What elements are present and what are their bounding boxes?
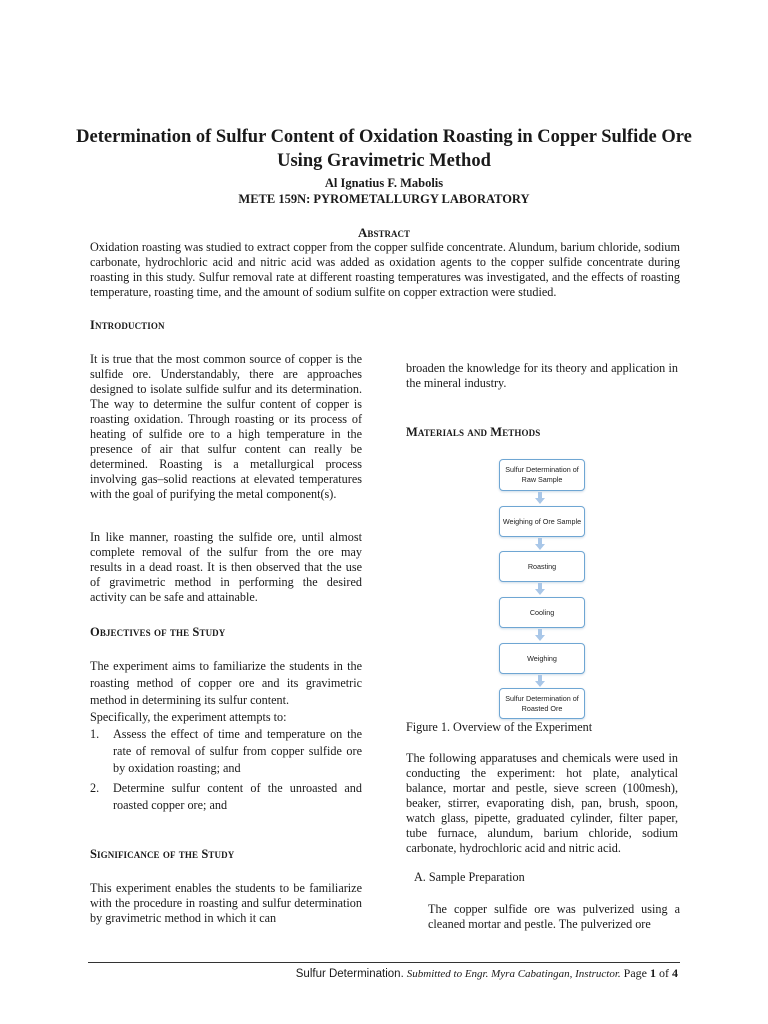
objective-number: 2. — [90, 781, 100, 795]
objectives-lead: Specifically, the experiment attempts to: — [90, 710, 287, 724]
objective-text: Assess the effect of time and temperature on the rate of removal of sulfur from copper sulfide ore by oxidation roasting; and — [113, 727, 362, 775]
flow-step-cooling: Cooling — [499, 597, 585, 628]
flow-step-raw-sample: Sulfur Determination of Raw Sample — [499, 459, 585, 491]
footer-submitted: Submitted to Engr. Myra Cabatingan, Instructor. — [406, 968, 621, 980]
footer-total-pages: 4 — [672, 966, 678, 980]
introduction-paragraph-1: It is true that the most common source of copper is the sulfide ore. Understandably, there are approaches designed to isolate sulfide sulfur and its determination. The way to determine the sulfur content of copper is roasting oxidation. Through roasting or its process of heating of sulfide ore to a high temperature in the presence of air that sulfur content can really be determined. Roasting is a metallurgical process involving gas–solid reactions at elevated temperatures with the goal of purifying the metal component(s). — [90, 352, 362, 501]
materials-heading: Materials and Methods — [406, 425, 541, 439]
flow-step-roasting: Roasting — [499, 551, 585, 582]
figure-caption: Figure 1. Overview of the Experiment — [406, 720, 593, 734]
abstract-body: Oxidation roasting was studied to extract copper from the copper sulfide concentrate. Alundum, barium chloride, sodium carbonate, hydrochloric acid and nitric acid was added as oxidation agents to the copper sulfide concentrate during roasting in this study. Sulfur removal rate at different roasting temperatures was investigated, and the effects of roasting temperature, roasting time, and the amount of sodium sulfite on copper extraction were studied. — [90, 240, 680, 299]
introduction-paragraph-2: In like manner, roasting the sulfide ore, until almost complete removal of the sulfur from the ore may results in a dead roast. It is then observed that the use of gravimetric method in performing the desired activity can be safe and attainable. — [90, 530, 362, 604]
objective-item — [90, 780, 362, 814]
flow-arrow-down-icon — [535, 492, 545, 504]
flow-arrow-down-icon — [535, 583, 545, 595]
subsection-sample-preparation: A. Sample Preparation — [414, 870, 525, 884]
significance-paragraph: This experiment enables the students to be familiarize with the procedure in roasting and sulfur determination by gravimetric method in which it can — [90, 881, 362, 925]
flow-arrow-down-icon — [535, 675, 545, 687]
flow-arrow-down-icon — [535, 538, 545, 550]
significance-heading: Significance of the Study — [90, 847, 235, 861]
introduction-heading: Introduction — [90, 318, 165, 332]
author-name: Al Ignatius F. Mabolis — [324, 176, 444, 190]
objectives-list — [90, 726, 362, 817]
course-name: METE 159N: PYROMETALLURGY LABORATORY — [238, 192, 530, 206]
flow-arrow-down-icon — [535, 629, 545, 641]
page-footer — [296, 966, 678, 981]
abstract-heading: Abstract — [358, 225, 410, 240]
objective-number: 1. — [90, 727, 100, 741]
objectives-heading: Objectives of the Study — [90, 625, 226, 639]
objectives-paragraph: The experiment aims to familiarize the students in the roasting method of copper ore and its gravimetric method in determining its sulfur content. — [90, 659, 362, 707]
objective-item — [90, 726, 362, 777]
flow-step-weighing: Weighing — [499, 643, 585, 674]
apparatus-paragraph: The following apparatuses and chemicals were used in conducting the experiment: hot plate, analytical balance, mortar and pestle, sieve screen (100mesh), beaker, stirrer, evaporating dish, pan, brush, spoon, watch glass, pipette, graduated cylinder, filter paper, tube furnace, alundum, barium chloride, sodium carbonate, hydrochloric acid and nitric acid. — [406, 751, 678, 855]
footer-page-number: 1 — [650, 966, 656, 980]
footer-page-word: Page — [623, 966, 647, 980]
flow-step-roasted-ore: Sulfur Determination of Roasted Ore — [499, 688, 585, 719]
footer-label: Sulfur Determination. — [295, 968, 404, 980]
footer-divider — [88, 962, 680, 963]
objective-text: Determine sulfur content of the unroasted and roasted copper ore; and — [113, 781, 362, 812]
flow-step-weighing-ore: Weighing of Ore Sample — [499, 506, 585, 537]
sample-preparation-paragraph: The copper sulfide ore was pulverized using a cleaned mortar and pestle. The pulverized ore — [428, 902, 680, 931]
paper-title: Determination of Sulfur Content of Oxidation Roasting in Copper Sulfide Ore Using Gravimetric Method — [76, 127, 692, 171]
footer-of-word: of — [659, 966, 669, 980]
continuation-paragraph: broaden the knowledge for its theory and application in the mineral industry. — [406, 361, 678, 390]
